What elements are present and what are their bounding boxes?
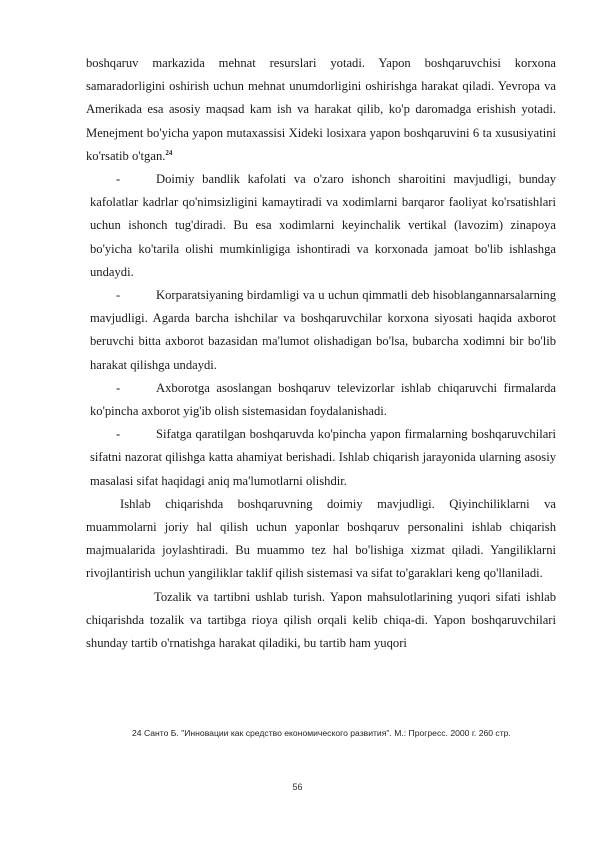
bullet-item-3 bbox=[86, 377, 556, 423]
bullet-dash: - bbox=[116, 288, 121, 303]
bullet-item-2 bbox=[86, 284, 556, 377]
bullet-item-4 bbox=[86, 423, 556, 493]
paragraph-production-management: Ishlab chiqarishda boshqaruvning doimiy mavjudligi. Qiyinchiliklarni va muammolarni joriy hal qilish uchun yaponlar boshqaruv personalini ishlab chiqarish majmualarida joylashtiradi. Bu muammo tez hal bo'lishiga xizmat qiladi. Yangiliklarni rivojlantirish uchun yangiliklar taklif qilish sistemasi va sifat to'garaklari keng qo'llaniladi. bbox=[86, 496, 556, 581]
bullet-dash: - bbox=[116, 427, 121, 442]
page-number: 56 bbox=[292, 782, 303, 792]
paragraph-cleanliness-order: Tozalik va tartibni ushlab turish. Yapon mahsulotlarining yuqori sifati ishlab chiqarishda tozalik va tartibga rioya qilish orqali kelib chiqa-di. Yapon boshqaruvchilari shunday tartib o'rnatishga harakat qiladiki, bu tartib ham yuqori bbox=[86, 589, 556, 651]
bullet-text: Axborotga asoslangan boshqaruv televizorlar ishlab chiqaruvchi firmalarda ko'pincha axborot yig'ib olish sistemasidan foydalanishadi. bbox=[90, 380, 556, 419]
bullet-item-1 bbox=[86, 168, 556, 284]
paragraph-intro bbox=[86, 52, 556, 168]
bullet-text: Korparatsiyaning birdamligi va u uchun qimmatli deb hisoblangannarsalarning mavjudligi. Agarda barcha ishchilar va boshqaruvchilar korxona siyosati haqida axborot beruvchi bitta axborot bazasidan ma'lumot olishadigan bo'lsa, bubarcha xodimni bir bo'lib harakat qilishga undaydi. bbox=[90, 288, 556, 372]
document-body bbox=[86, 52, 556, 655]
footnote: 24 Санто Б. "Инновации как средство економического развития". М.: Прогресс. 2000 г. 260 стр. bbox=[132, 728, 511, 738]
bullet-dash: - bbox=[116, 380, 121, 395]
bullet-text: Sifatga qaratilgan boshqaruvda ko'pincha yapon firmalarning boshqaruvchilari sifatni nazorat qilishga katta ahamiyat berishadi. Ishlab chiqarish jarayonida ularning asosiy masalasi sifat haqidagi aniq ma'lumotlarni olishdir. bbox=[90, 427, 556, 488]
bullet-text: Doimiy bandlik kafolati va o'zaro ishonch sharoitini mavjudligi, bunday kafolatlar kadrlar qo'nimsizligini kamaytiradi va xodimlarni barqaror faoliyat ko'rsatishlari uchun ishonch tug'diradi. Bu esa xodimlarni keyinchalik vertikal (lavozim) zinapoya bo'yicha ko'tarila olishi mumkinligiga ishontiradi va korxonada jamoat bo'lib ishlashga undaydi. bbox=[90, 172, 556, 279]
paragraph-intro-text: boshqaruv markazida mehnat resurslari yotadi. Yapon boshqaruvchisi korxona samaradorligini oshirish uchun mehnat unumdorligini oshirishga harakat qiladi. Yevropa va Amerikada esa asosiy maqsad kam ish va harakat qilib, ko'p daromadga erishish yotadi. Menejment bo'yicha yapon mutaxassisi Xideki losixara yapon boshqaruvini 6 ta xususiyatini ko'rsatib o'tgan. bbox=[86, 56, 556, 163]
footnote-reference: 24 bbox=[165, 148, 173, 157]
bullet-dash: - bbox=[116, 172, 121, 187]
